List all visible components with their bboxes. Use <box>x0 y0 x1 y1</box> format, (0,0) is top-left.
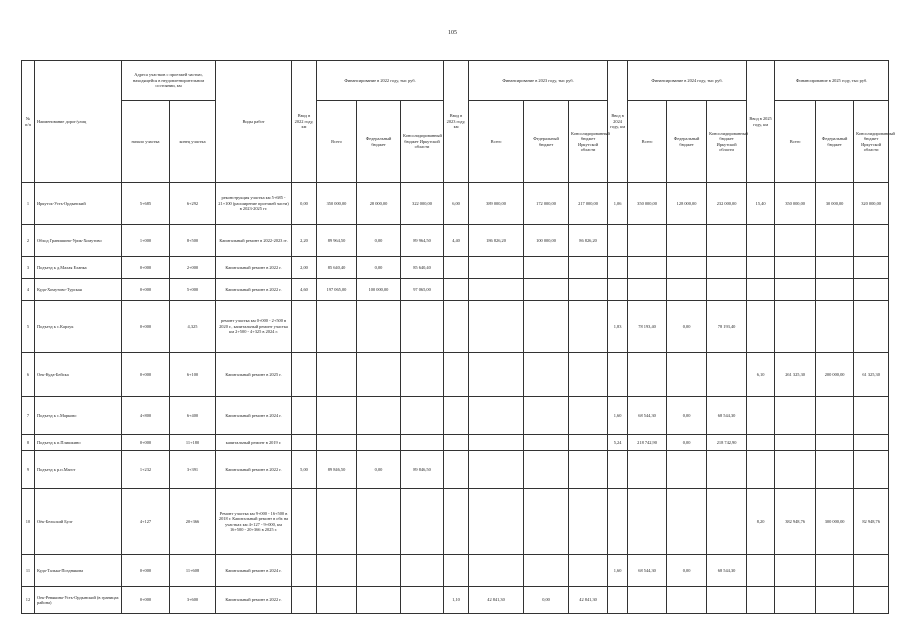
y2023-input-km <box>444 435 469 451</box>
section-start: 0+000 <box>122 279 170 301</box>
road-name: Иркутск-Усть-Ордынский <box>35 183 122 225</box>
header-total-2024: Всего <box>628 101 667 183</box>
work-type: Капитальный ремонт в 2022 г. <box>216 451 292 489</box>
table-row <box>22 257 889 279</box>
y2024-input-km <box>608 587 628 614</box>
y2024-total <box>628 257 667 279</box>
y2023-input-km <box>444 555 469 587</box>
y2025-federal: 300 000,00 <box>816 489 854 555</box>
y2022-federal <box>357 489 401 555</box>
y2025-total <box>775 257 816 279</box>
y2024-federal: 128 000,00 <box>667 183 707 225</box>
y2024-input-km <box>608 489 628 555</box>
y2024-federal: 0,00 <box>667 397 707 435</box>
y2023-total <box>469 489 524 555</box>
road-name: Куда-Талька-Позднякова <box>35 555 122 587</box>
y2022-total <box>317 397 357 435</box>
y2025-federal <box>816 301 854 353</box>
section-end: 11+180 <box>170 435 216 451</box>
y2022-input-km <box>292 353 317 397</box>
row-number: 4 <box>22 279 35 301</box>
section-start: 0+000 <box>122 301 170 353</box>
y2022-input-km <box>292 555 317 587</box>
y2023-regional <box>569 489 608 555</box>
y2023-regional <box>569 435 608 451</box>
y2023-total: 42 841,30 <box>469 587 524 614</box>
header-end: конец участка <box>170 101 216 183</box>
y2022-regional: 322 000,00 <box>401 183 444 225</box>
y2025-regional: 61 325,30 <box>854 353 889 397</box>
y2023-input-km: 1,10 <box>444 587 469 614</box>
y2023-total <box>469 301 524 353</box>
y2025-federal <box>816 555 854 587</box>
section-end: 5+000 <box>170 279 216 301</box>
section-end: 11+608 <box>170 555 216 587</box>
y2025-federal <box>816 587 854 614</box>
section-end: 6+292 <box>170 183 216 225</box>
work-type: ремонт участка км 0+000 - 2+500 в 2020 г., капитальный ремонт участка км 2+500 - 4+325 в 2024 г. <box>216 301 292 353</box>
y2022-federal: 100 000,00 <box>357 279 401 301</box>
road-name: Подъезд к р.п.Магот <box>35 451 122 489</box>
y2023-input-km: 6,00 <box>444 183 469 225</box>
y2022-federal <box>357 587 401 614</box>
work-type: Капитальный ремонт в 2022-2023 гг. <box>216 225 292 257</box>
work-type: реконструкция участка км 5+685 - 21+100 (расширение проезжей части) в 2023-2025 гг. <box>216 183 292 225</box>
y2025-total <box>775 225 816 257</box>
y2025-total <box>775 451 816 489</box>
y2024-regional: 68 544,30 <box>707 397 747 435</box>
row-number: 2 <box>22 225 35 257</box>
work-type: Капитальный ремонт в 2024 г. <box>216 555 292 587</box>
y2024-regional <box>707 279 747 301</box>
y2022-regional <box>401 301 444 353</box>
y2022-input-km <box>292 489 317 555</box>
y2023-federal <box>524 451 569 489</box>
y2024-regional <box>707 451 747 489</box>
y2025-total <box>775 397 816 435</box>
header-road: Наименование дорог/улиц <box>35 61 122 183</box>
y2022-federal <box>357 555 401 587</box>
y2024-regional <box>707 353 747 397</box>
y2022-federal <box>357 301 401 353</box>
y2023-total: 186 826,20 <box>469 225 524 257</box>
y2025-input-km <box>747 435 775 451</box>
y2023-regional: 217 000,00 <box>569 183 608 225</box>
road-name: Подъезд к с.Карлук <box>35 301 122 353</box>
y2025-federal: 30 000,00 <box>816 183 854 225</box>
y2025-federal <box>816 451 854 489</box>
y2024-input-km <box>608 279 628 301</box>
section-start: 0+000 <box>122 435 170 451</box>
road-name: Куда-Хомутово-Турская <box>35 279 122 301</box>
table-row <box>22 555 889 587</box>
header-input-2025: Ввод в 2025 году, км <box>747 61 775 183</box>
work-type: Капитальный ремонт в 2022 г. <box>216 587 292 614</box>
table-row <box>22 353 889 397</box>
row-number: 7 <box>22 397 35 435</box>
road-name: Подъезд к с.Марково <box>35 397 122 435</box>
table-row <box>22 183 889 225</box>
header-input-2023: Ввод в 2023 году, км <box>444 61 469 183</box>
y2025-input-km <box>747 301 775 353</box>
y2024-total: 218 742,90 <box>628 435 667 451</box>
y2024-federal <box>667 257 707 279</box>
header-regional-2025: Консолидированный бюджет Иркутской области <box>854 101 889 183</box>
table-row <box>22 279 889 301</box>
y2022-total: 89 846,50 <box>317 451 357 489</box>
y2024-regional <box>707 489 747 555</box>
y2023-regional <box>569 279 608 301</box>
y2024-total <box>628 587 667 614</box>
table-row <box>22 397 889 435</box>
y2024-federal <box>667 489 707 555</box>
y2024-input-km: 1,60 <box>608 397 628 435</box>
section-end: 2+000 <box>170 257 216 279</box>
header-total-2023: Всего <box>469 101 524 183</box>
y2025-regional <box>854 257 889 279</box>
road-repair-table <box>21 60 895 614</box>
y2025-input-km <box>747 451 775 489</box>
header-row-top <box>22 61 889 101</box>
section-end: 6+400 <box>170 397 216 435</box>
y2025-total: 350 000,00 <box>775 183 816 225</box>
y2024-federal: 0,00 <box>667 555 707 587</box>
header-regional-2023: Консолидированный бюджет Иркутской области <box>569 101 608 183</box>
y2024-total <box>628 225 667 257</box>
y2023-input-km <box>444 397 469 435</box>
y2022-regional: 89 964,50 <box>401 225 444 257</box>
section-start: 1+000 <box>122 225 170 257</box>
y2025-input-km <box>747 397 775 435</box>
header-regional-2024: Консолидированный бюджет Иркутской области <box>707 101 747 183</box>
y2022-regional <box>401 435 444 451</box>
header-financing-2023: Финансирование в 2023 году, тыс руб. <box>469 61 608 101</box>
y2024-input-km: 5,24 <box>608 435 628 451</box>
header-address-group: Адреса участков с проезжей частью, находящейся в неудовлетворительном состоянии, км <box>122 61 216 101</box>
work-type: Капитальный ремонт в 2022 г. <box>216 279 292 301</box>
y2024-federal: 0,00 <box>667 301 707 353</box>
y2025-regional <box>854 587 889 614</box>
road-name: Оёк-Бельский Булг <box>35 489 122 555</box>
section-start: 0+000 <box>122 353 170 397</box>
y2024-federal <box>667 225 707 257</box>
y2022-total <box>317 587 357 614</box>
y2023-federal <box>524 555 569 587</box>
y2023-regional: 42 841,30 <box>569 587 608 614</box>
y2024-total: 78 193,40 <box>628 301 667 353</box>
y2023-total <box>469 555 524 587</box>
section-end: 3+391 <box>170 451 216 489</box>
y2023-federal: 100 000,00 <box>524 225 569 257</box>
y2022-federal <box>357 435 401 451</box>
y2025-regional: 82 948,76 <box>854 489 889 555</box>
y2025-regional <box>854 435 889 451</box>
work-type: Капитальный ремонт в 2025 г. <box>216 353 292 397</box>
y2022-federal <box>357 353 401 397</box>
y2024-total <box>628 353 667 397</box>
y2023-input-km <box>444 257 469 279</box>
row-number: 9 <box>22 451 35 489</box>
table-row <box>22 489 889 555</box>
y2022-input-km: 2,00 <box>292 257 317 279</box>
table-row <box>22 451 889 489</box>
y2022-total: 197 065,00 <box>317 279 357 301</box>
y2022-federal: 0,00 <box>357 451 401 489</box>
section-end: 20+366 <box>170 489 216 555</box>
y2024-input-km <box>608 257 628 279</box>
y2023-regional <box>569 555 608 587</box>
y2022-regional: 89 846,50 <box>401 451 444 489</box>
header-federal-2024: Федеральный бюджет <box>667 101 707 183</box>
header-input-2022: Ввод в 2022 году, км <box>292 61 317 183</box>
y2025-total <box>775 279 816 301</box>
y2023-regional <box>569 257 608 279</box>
y2024-regional: 218 742,90 <box>707 435 747 451</box>
y2024-federal <box>667 353 707 397</box>
y2022-input-km <box>292 301 317 353</box>
y2024-regional <box>707 587 747 614</box>
y2024-input-km <box>608 225 628 257</box>
y2023-total <box>469 279 524 301</box>
row-number: 5 <box>22 301 35 353</box>
y2024-regional: 78 193,40 <box>707 301 747 353</box>
y2022-input-km: 5,00 <box>292 451 317 489</box>
y2024-total <box>628 451 667 489</box>
section-start: 5+685 <box>122 183 170 225</box>
y2022-input-km: 2,20 <box>292 225 317 257</box>
y2023-input-km <box>444 353 469 397</box>
work-type: Капитальный ремонт в 2024 г. <box>216 397 292 435</box>
y2024-federal <box>667 587 707 614</box>
y2022-total <box>317 301 357 353</box>
y2022-total <box>317 489 357 555</box>
header-federal-2023: Федеральный бюджет <box>524 101 569 183</box>
y2024-input-km <box>608 353 628 397</box>
road-name: Обход Гранишино-Урик-Хомутово <box>35 225 122 257</box>
header-total-2025: Всего <box>775 101 816 183</box>
section-end: 4,325 <box>170 301 216 353</box>
work-type: капитальный ремонт в 2019 г. <box>216 435 292 451</box>
y2025-total <box>775 435 816 451</box>
y2022-regional: 97 065,00 <box>401 279 444 301</box>
y2023-input-km <box>444 451 469 489</box>
header-total-2022: Всего <box>317 101 357 183</box>
work-type: Капитальный ремонт в 2022 г. <box>216 257 292 279</box>
y2025-regional <box>854 397 889 435</box>
y2023-federal <box>524 489 569 555</box>
section-start: 0+000 <box>122 257 170 279</box>
y2025-input-km <box>747 225 775 257</box>
y2022-regional <box>401 353 444 397</box>
y2022-input-km: 4,60 <box>292 279 317 301</box>
y2024-input-km: 1,60 <box>608 555 628 587</box>
y2024-input-km: 1,83 <box>608 301 628 353</box>
y2023-total <box>469 435 524 451</box>
header-input-2024: Ввод в 2024 году, км <box>608 61 628 183</box>
y2023-total <box>469 353 524 397</box>
y2025-total <box>775 587 816 614</box>
header-financing-2024: Финансирование в 2024 году, тыс руб. <box>628 61 747 101</box>
table-row <box>22 225 889 257</box>
y2022-total: 350 000,00 <box>317 183 357 225</box>
y2022-federal: 28 000,00 <box>357 183 401 225</box>
y2022-input-km <box>292 397 317 435</box>
y2024-total: 350 000,00 <box>628 183 667 225</box>
y2022-total <box>317 555 357 587</box>
row-number: 6 <box>22 353 35 397</box>
y2023-federal <box>524 257 569 279</box>
header-financing-2022: Финансирование в 2022 году, тыс руб. <box>317 61 444 101</box>
y2025-regional <box>854 279 889 301</box>
y2025-federal <box>816 225 854 257</box>
y2025-regional <box>854 555 889 587</box>
y2025-federal <box>816 257 854 279</box>
section-end: 6+100 <box>170 353 216 397</box>
y2022-regional <box>401 489 444 555</box>
section-start: 0+000 <box>122 587 170 614</box>
table-row <box>22 435 889 451</box>
y2025-federal <box>816 435 854 451</box>
y2023-input-km: 4,40 <box>444 225 469 257</box>
row-number: 8 <box>22 435 35 451</box>
page-number: 105 <box>448 30 457 36</box>
header-num: № п/п <box>22 61 35 183</box>
header-start: начало участка <box>122 101 170 183</box>
section-start: 4+127 <box>122 489 170 555</box>
y2023-federal: 0,00 <box>524 587 569 614</box>
y2022-total <box>317 435 357 451</box>
y2022-regional <box>401 397 444 435</box>
row-number: 1 <box>22 183 35 225</box>
header-federal-2025: Федеральный бюджет <box>816 101 854 183</box>
y2025-total <box>775 555 816 587</box>
y2024-total <box>628 279 667 301</box>
y2022-federal: 0,00 <box>357 257 401 279</box>
y2025-regional <box>854 225 889 257</box>
y2023-total: 389 000,00 <box>469 183 524 225</box>
y2024-total: 68 544,30 <box>628 555 667 587</box>
y2025-total <box>775 301 816 353</box>
y2022-regional <box>401 555 444 587</box>
y2025-input-km <box>747 555 775 587</box>
section-end: 8+500 <box>170 225 216 257</box>
y2023-regional <box>569 397 608 435</box>
header-financing-2025: Финансирование в 2025 году, тыс руб. <box>775 61 889 101</box>
row-number: 12 <box>22 587 35 614</box>
y2023-federal <box>524 301 569 353</box>
row-number: 10 <box>22 489 35 555</box>
y2025-total: 261 325,30 <box>775 353 816 397</box>
y2024-regional: 232 000,00 <box>707 183 747 225</box>
y2024-regional: 68 544,30 <box>707 555 747 587</box>
y2023-federal <box>524 279 569 301</box>
y2022-federal <box>357 397 401 435</box>
header-federal-2022: Федеральный бюджет <box>357 101 401 183</box>
y2023-input-km <box>444 489 469 555</box>
y2025-input-km <box>747 587 775 614</box>
y2023-federal: 172 000,00 <box>524 183 569 225</box>
road-name: Подъезд к д.Малая Еланка <box>35 257 122 279</box>
y2022-regional <box>401 587 444 614</box>
y2023-regional <box>569 301 608 353</box>
y2022-total: 89 964,50 <box>317 225 357 257</box>
section-start: 1+232 <box>122 451 170 489</box>
table-row <box>22 587 889 614</box>
road-name: Оек-Куда-Бейска <box>35 353 122 397</box>
y2022-input-km: 0,00 <box>292 183 317 225</box>
y2025-regional <box>854 451 889 489</box>
y2022-total <box>317 353 357 397</box>
work-type: Ремонт участка км 9+000 - 16+500 в 2018 г. Капитальный ремонт в обх на участках км 4+127 - 9+000, км 16+500 - 20+366 в 2025 г. <box>216 489 292 555</box>
y2024-regional <box>707 225 747 257</box>
y2023-total <box>469 451 524 489</box>
y2023-regional <box>569 451 608 489</box>
y2025-federal <box>816 397 854 435</box>
y2024-input-km <box>608 451 628 489</box>
y2024-federal <box>667 451 707 489</box>
y2023-input-km <box>444 279 469 301</box>
row-number: 3 <box>22 257 35 279</box>
y2023-federal <box>524 397 569 435</box>
y2025-input-km <box>747 257 775 279</box>
y2024-federal: 0,00 <box>667 435 707 451</box>
y2025-regional <box>854 301 889 353</box>
y2023-total <box>469 257 524 279</box>
y2022-input-km <box>292 435 317 451</box>
y2023-total <box>469 397 524 435</box>
y2022-federal: 0,00 <box>357 225 401 257</box>
header-regional-2022: Консолидированный бюджет Иркутской области <box>401 101 444 183</box>
section-start: 0+000 <box>122 555 170 587</box>
y2024-total <box>628 489 667 555</box>
row-number: 11 <box>22 555 35 587</box>
y2025-input-km: 15,40 <box>747 183 775 225</box>
y2024-total: 68 544,30 <box>628 397 667 435</box>
y2025-input-km: 6,10 <box>747 353 775 397</box>
y2024-regional <box>707 257 747 279</box>
y2025-total: 382 948,76 <box>775 489 816 555</box>
y2025-input-km: 8,20 <box>747 489 775 555</box>
y2023-regional: 86 826,20 <box>569 225 608 257</box>
y2023-input-km <box>444 301 469 353</box>
table-row <box>22 301 889 353</box>
y2022-input-km <box>292 587 317 614</box>
y2022-total: 85 640,40 <box>317 257 357 279</box>
y2025-federal <box>816 279 854 301</box>
y2025-regional: 320 000,00 <box>854 183 889 225</box>
road-name: Оек-Ревякина-Усть-Ордынский (в границах района) <box>35 587 122 614</box>
y2024-input-km: 1,06 <box>608 183 628 225</box>
y2024-federal <box>667 279 707 301</box>
y2023-federal <box>524 435 569 451</box>
section-start: 4+800 <box>122 397 170 435</box>
road-name: Подъезд к п.Плишкино <box>35 435 122 451</box>
section-end: 3+600 <box>170 587 216 614</box>
header-work-type: Виды работ <box>216 61 292 183</box>
y2023-federal <box>524 353 569 397</box>
y2025-federal: 200 000,00 <box>816 353 854 397</box>
y2023-regional <box>569 353 608 397</box>
y2022-regional: 85 640,40 <box>401 257 444 279</box>
y2025-input-km <box>747 279 775 301</box>
